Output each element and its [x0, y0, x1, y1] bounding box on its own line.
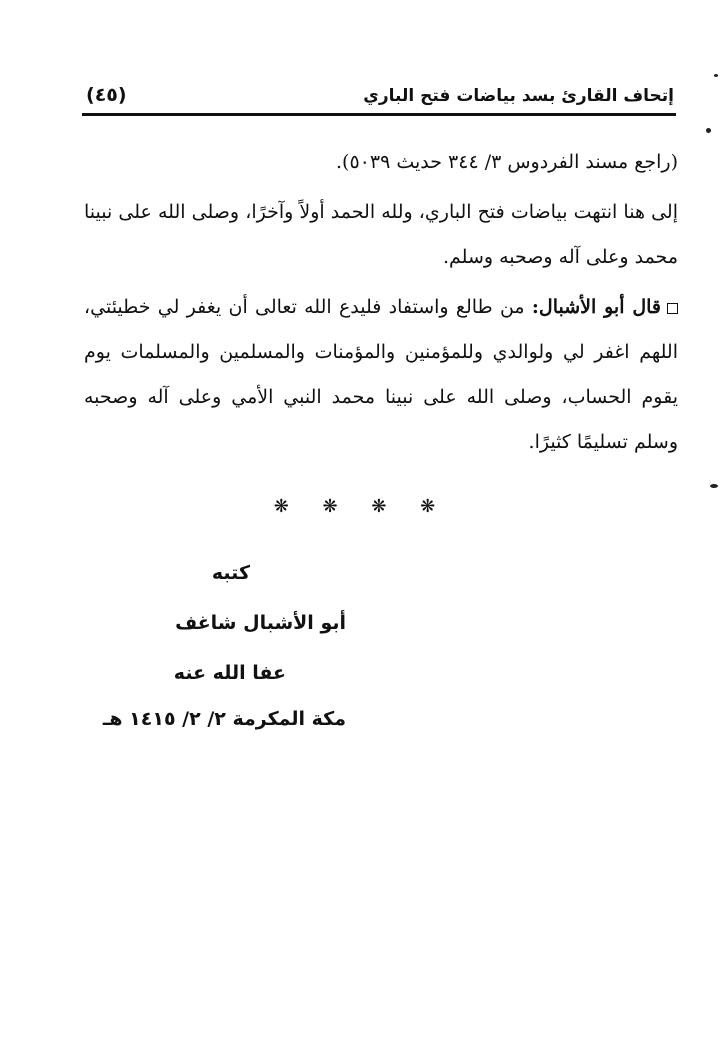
running-title: إتحاف القارئ بسد بياضات فتح الباري	[363, 86, 674, 106]
header-rule	[82, 113, 676, 116]
page-header	[82, 84, 674, 114]
section-separator: ❋ ❋ ❋ ❋	[273, 496, 450, 517]
square-bullet-icon	[667, 303, 678, 314]
signature-wrote: كتبه	[211, 562, 250, 584]
page-number: (٤٥)	[86, 84, 127, 106]
speaker-label: قال أبو الأشبال:	[531, 296, 661, 318]
closing-paragraph: إلى هنا انتهت بياضات فتح الباري، ولله الحمد أولاً وآخرًا، وصلى الله على نبينا محمد وعلى آله وصحبه وسلم.	[84, 201, 678, 268]
main-text	[84, 140, 678, 470]
scan-speck	[706, 128, 711, 133]
signature-place-date: مكة المكرمة ٢/ ٢/ ١٤١٥ هـ	[102, 708, 346, 730]
signature-prayer: عفا الله عنه	[173, 662, 286, 684]
scan-speck	[714, 74, 718, 77]
signature-name: أبو الأشبال شاغف	[175, 612, 346, 634]
prayer-paragraph	[84, 285, 678, 465]
reference-paragraph: (راجع مسند الفردوس ٣/ ٣٤٤ حديث ٥٠٣٩).	[336, 151, 678, 173]
prayer-text: من طالع واستفاد فليدع الله تعالى أن يغفر لي خطيئتي، اللهم اغفر لي ولوالدي وللمؤمنين والمؤمنات والمسلمين والمسلمات يوم يقوم الحساب، وصلى الله على نبينا محمد النبي الأمي وعلى آله وصحبه وسلم تسليمًا كثيرًا.	[84, 296, 678, 453]
scan-speck	[710, 484, 718, 488]
